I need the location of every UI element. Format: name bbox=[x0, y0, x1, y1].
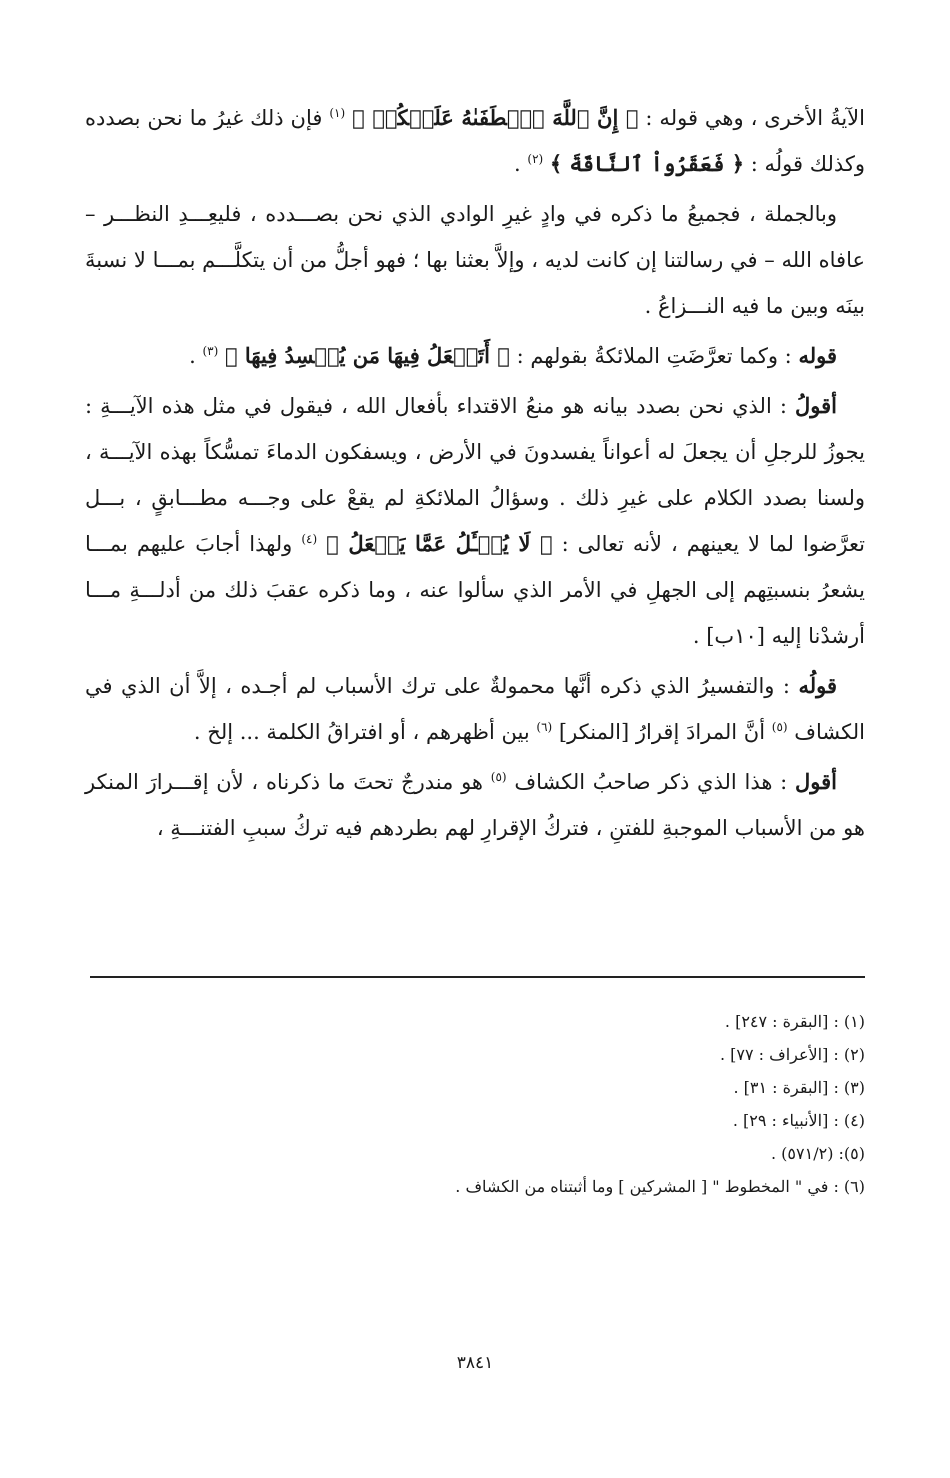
text-segment: ولهذا أجابَ عليهم بمـــا يشعرُ بنسبتِهم إلى الجهلِ في الأمر الذي سألوا عنه ، وما ذكره عقبَ ذلك من أدلـــةِ مـــا أرشدْنا إليه [١٠ب] . bbox=[85, 532, 865, 648]
footnotes bbox=[85, 1005, 865, 1203]
footnote-ref[interactable]: (٤) bbox=[301, 532, 318, 546]
paragraph-2 bbox=[85, 191, 865, 329]
footnote-item: (٦) : في " المخطوط " [ المشركين ] وما أثبتناه من الكشاف . bbox=[455, 1177, 865, 1196]
text-segment: : هذا الذي ذكر صاحبُ الكشاف bbox=[514, 770, 788, 794]
paragraph-1 bbox=[85, 95, 865, 187]
footnote-item: (١) : [البقرة : ٢٤٧] . bbox=[724, 1012, 865, 1031]
main-text bbox=[85, 95, 865, 855]
footnote-item: (٤) : [الأنبياء : ٢٩] . bbox=[732, 1111, 865, 1130]
quran-verse: ﴿ أَتَجۡعَلُ فِيهَا مَن يُفۡسِدُ فِيهَا ﴾ bbox=[224, 343, 510, 368]
text-segment: : وكما تعرَّضَتِ الملائكةُ بقولهم : bbox=[509, 344, 792, 368]
footnote-ref[interactable]: (٥) bbox=[490, 770, 507, 784]
footnote-ref[interactable]: (٢) bbox=[527, 152, 544, 166]
text-segment: : الذي نحن بصدد بيانه هو منعُ الاقتداء بأفعال الله ، فيقول في مثل هذه الآيـــةِ : يجوزُ للرجلِ أن يجعلَ له أعواناً يفسدونَ في الأرض ، ويسفكون الدماءَ تمسُّكاً بهذه الآيـــة ، ولسنا بصدد الكلام على غيرِ ذلك . وسؤالُ الملائكةِ لم يقعْ على وجـــه مطـــابقٍ ، بـــل تعرَّضوا لما لا يعينهم ، لأنه تعالى : bbox=[85, 394, 865, 556]
text-segment: : والتفسيرُ الذي ذكره أنَّها محمولةٌ على ترك الأسباب لم أجـده ، إلاَّ أن الذي في الكشاف bbox=[85, 674, 865, 744]
paragraph-lead: أقولُ bbox=[795, 393, 837, 418]
text-segment: الآيةُ الأخرى ، وهي قوله : bbox=[638, 106, 865, 130]
footnote-item: (٣) : [البقرة : ٣١] . bbox=[733, 1078, 865, 1097]
quran-verse: ﴿ لَا يُسۡـَٔلُ عَمَّا يَفۡعَلُ ﴾ bbox=[326, 531, 553, 556]
text-segment: وبالجملة ، فجميعُ ما ذكره في وادٍ غيرِ الوادي الذي نحن بصـــدده ، فليعِـــدِ النظـــر – عافاه الله – في رسالتنا إن كانت لديه ، وإلاَّ بعثنا بها ؛ فهو أجلُّ من أن يتكلَّـــم بمـــا لا نسبةَ بينَه وبين ما فيه النـــزاعُ . bbox=[85, 202, 865, 318]
footnote-ref[interactable]: (٥) bbox=[771, 720, 788, 734]
text-segment: فإن ذلك غيرُ ما نحن بصدده وكذلك قولُه : bbox=[85, 106, 865, 176]
paragraph-4 bbox=[85, 383, 865, 659]
footnote-divider bbox=[90, 976, 865, 978]
text-segment: بين أظهرهم ، أو افتراقُ الكلمة ... إلخ . bbox=[193, 720, 530, 744]
paragraph-lead: قولُه bbox=[798, 673, 837, 698]
paragraph-5 bbox=[85, 663, 865, 755]
footnote-ref[interactable]: (٦) bbox=[536, 720, 553, 734]
page-number: ٣٨٤١ bbox=[456, 1353, 494, 1373]
quran-verse: ﴿ إِنَّ ٱللَّهَ ٱصۡطَفَىٰهُ عَلَيۡكُمۡ ﴾ bbox=[352, 105, 639, 130]
text-segment: أنَّ المرادَ إقرارُ [المنكر] bbox=[558, 720, 766, 744]
paragraph-lead: قوله bbox=[798, 343, 837, 368]
text-segment: . bbox=[189, 344, 196, 368]
footnote-item: (٥): (٥٧١/٢) . bbox=[771, 1144, 865, 1163]
paragraph-6 bbox=[85, 759, 865, 851]
footnote-ref[interactable]: (٣) bbox=[202, 344, 219, 358]
text-segment: هو مندرجٌ تحتَ ما ذكرناه ، لأن إقـــرارَ المنكر هو من الأسباب الموجبةِ للفتنِ ، فتركُ الإقرارِ لهم بطردهم فيه تركُ سببِ الفتنـــةِ ، bbox=[85, 770, 865, 840]
quran-verse: ﴿ فَعَقَرُواْ ٱلنَّاقَةَ ﴾ bbox=[549, 151, 745, 176]
paragraph-lead: أقول bbox=[795, 769, 837, 794]
footnote-item: (٢) : [الأعراف : ٧٧] . bbox=[719, 1045, 865, 1064]
text-segment: . bbox=[514, 152, 521, 176]
footnote-ref[interactable]: (١) bbox=[329, 106, 346, 120]
paragraph-3 bbox=[85, 333, 865, 379]
